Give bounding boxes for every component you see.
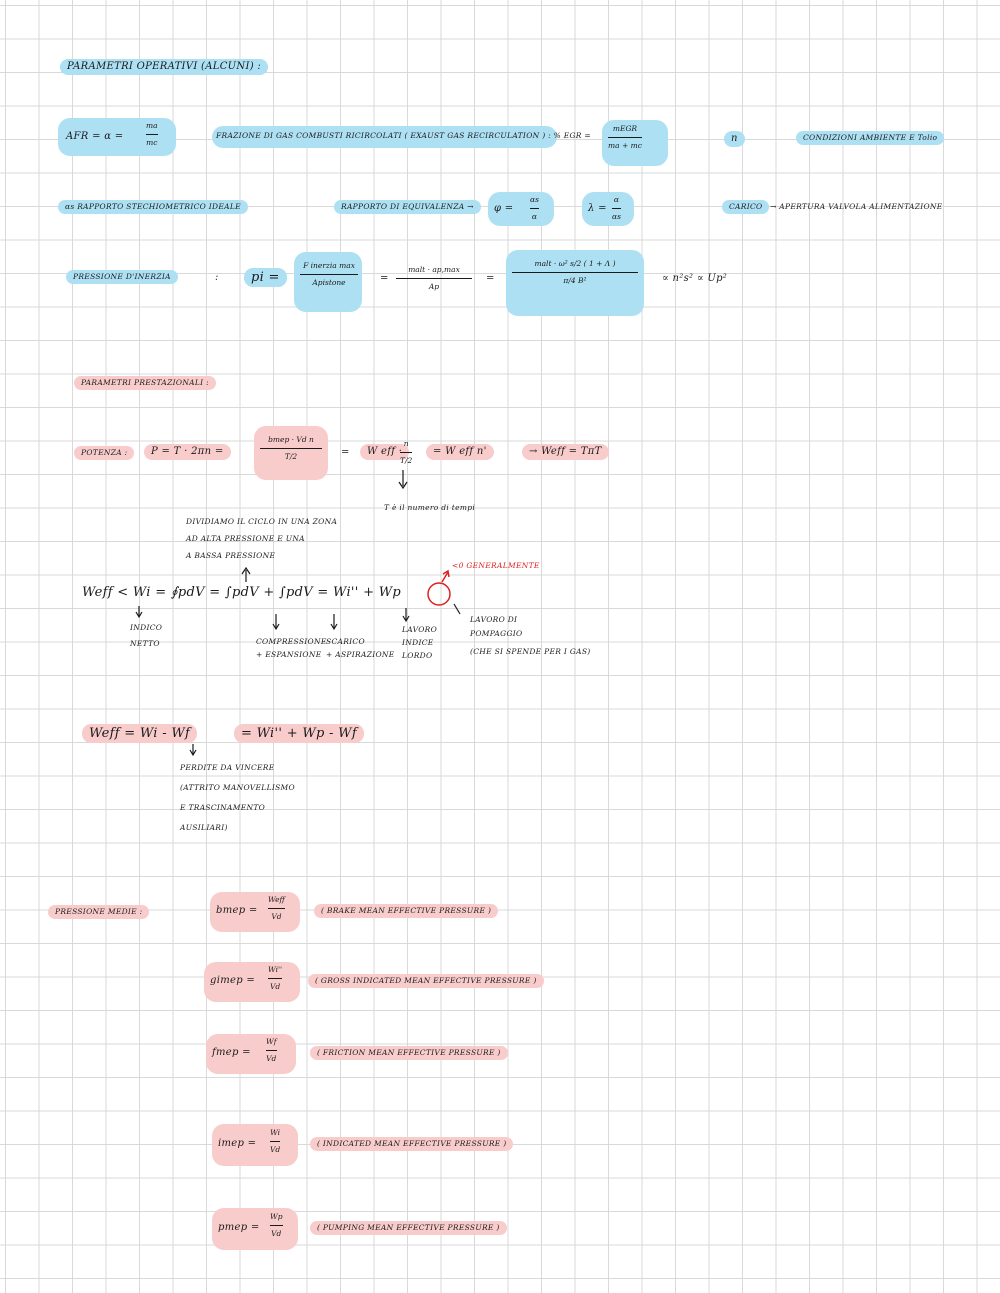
pompaggio-2: POMPAGGIO <box>470 629 523 638</box>
lordo-1: LAVORO <box>402 625 438 634</box>
mep-den: Vd <box>266 1053 277 1063</box>
potenza-eq-1: = <box>341 447 350 458</box>
mep-num: Weff <box>268 895 285 904</box>
inerzia-colon: : <box>215 272 219 283</box>
potenza-f1-den: T/2 <box>284 451 298 461</box>
dividiamo-note-3: A BASSA PRESSIONE <box>186 551 276 560</box>
mep-num: Wf <box>266 1037 277 1046</box>
compressione-1: COMPRESSIONE <box>256 637 327 646</box>
apertura-valvola-text: → APERTURA VALVOLA ALIMENTAZIONE <box>770 202 943 211</box>
phi-num: αs <box>530 195 539 204</box>
weff-equation: Weff = Wi - Wf <box>82 724 197 743</box>
inerzia-f2-den: Ap <box>428 281 440 291</box>
potenza-eq-2: = W eff n' <box>426 444 494 460</box>
mep-lhs: bmep = <box>216 905 258 916</box>
scarico-2: + ASPIRAZIONE <box>326 650 395 659</box>
afr-denominator: mc <box>146 137 158 147</box>
circle-highlight-icon <box>428 583 450 605</box>
potenza-f2-num: n <box>403 439 409 448</box>
pompaggio-1: LAVORO DI <box>470 615 518 624</box>
mep-num: Wi <box>270 1128 281 1137</box>
inerzia-eq-1: = <box>380 273 389 284</box>
section-title-parametri-operativi: PARAMETRI OPERATIVI (ALCUNI) : <box>60 59 268 75</box>
lordo-2: INDICE <box>402 638 434 647</box>
mep-description: ( PUMPING MEAN EFFECTIVE PRESSURE ) <box>310 1221 507 1235</box>
potenza-w-part: W eff · <box>360 444 409 460</box>
lordo-3: LORDO <box>402 651 433 660</box>
mep-lhs: imep = <box>218 1138 257 1149</box>
weff-arrow-formula: → Weff = TπT <box>522 444 609 460</box>
indico-netto-1: INDICO <box>130 623 163 632</box>
inerzia-propto: ∝ n²s² ∝ Up² <box>662 273 728 284</box>
tempi-note: T è il numero di tempi <box>384 503 476 512</box>
potenza-f2-den: T/2 <box>400 455 413 465</box>
scarico-1: SCARICO <box>326 637 365 646</box>
mep-description: ( BRAKE MEAN EFFECTIVE PRESSURE ) <box>314 904 498 918</box>
rapporto-equivalenza: RAPPORTO DI EQUIVALENZA → <box>334 200 481 214</box>
perdite-2: (ATTRITO MANOVELLISMO <box>180 783 295 792</box>
less-than-zero-note: <0 GENERALMENTE <box>452 561 540 570</box>
potenza-f1-num: bmep · Vd n <box>268 435 314 444</box>
lambda-num: α <box>613 195 619 204</box>
potenza-formula: P = T · 2πn = <box>144 444 231 460</box>
mep-num: Wp <box>270 1212 283 1221</box>
phi-lhs: φ = <box>494 203 514 214</box>
dividiamo-note-2: AD ALTA PRESSIONE E UNA <box>186 534 305 543</box>
mep-lhs: gimep = <box>210 975 256 986</box>
lambda-den: αs <box>612 211 621 221</box>
condizioni-text: CONDIZIONI AMBIENTE E Tolio <box>796 131 944 145</box>
mep-description: ( FRICTION MEAN EFFECTIVE PRESSURE ) <box>310 1046 508 1060</box>
mep-den: Vd <box>269 981 281 991</box>
dividiamo-note-1: DIVIDIAMO IL CICLO IN UNA ZONA <box>186 517 338 526</box>
egr-text: FRAZIONE DI GAS COMBUSTI RICIRCOLATI ( EXAUST GAS RECIRCULATION ) : % EGR = <box>216 131 592 140</box>
carico-text: CARICO <box>722 200 769 214</box>
egr-denominator: ma + mc <box>608 140 642 150</box>
pressione-inerzia-label: PRESSIONE D'INERZIA <box>66 270 178 284</box>
alpha-s-definition: αs RAPPORTO STECHIOMETRICO IDEALE <box>58 200 248 214</box>
compressione-2: + ESPANSIONE <box>256 650 322 659</box>
inerzia-f3-den: π/4 B² <box>563 275 587 285</box>
mep-den: Vd <box>271 1228 282 1238</box>
inerzia-f2-num: malt · ap,max <box>408 265 460 274</box>
afr-lhs: AFR = α = <box>66 131 124 142</box>
inerzia-f1-den: Apistone <box>312 277 346 287</box>
inerzia-eq-2: = <box>486 273 495 284</box>
afr-numerator: ma <box>146 121 158 130</box>
lavoro-equation: Weff < Wi = ∮pdV = ∫pdV + ∫pdV = Wi'' + Wp <box>82 585 401 600</box>
section-title-parametri-prestazionali: PARAMETRI PRESTAZIONALI : <box>74 376 216 390</box>
mep-num: Wi'' <box>268 965 283 974</box>
mep-description: ( INDICATED MEAN EFFECTIVE PRESSURE ) <box>310 1137 513 1151</box>
mep-lhs: pmep = <box>218 1222 260 1233</box>
indico-netto-2: NETTO <box>130 639 160 648</box>
pi-lhs: pi = <box>244 268 287 287</box>
lambda-lhs: λ = <box>588 203 607 214</box>
inerzia-f3-num: malt · ω² s/2 ( 1 + Λ ) <box>534 259 616 268</box>
arrow-down-icon <box>454 604 460 614</box>
mep-lhs: fmep = <box>212 1047 251 1058</box>
weff-equation-2: = Wi'' + Wp - Wf <box>234 724 364 743</box>
section-title-pressione-medie: PRESSIONE MEDIE : <box>48 905 149 919</box>
perdite-3: E TRASCINAMENTO <box>180 803 266 812</box>
inerzia-f1-num: F inerzia max <box>303 261 355 270</box>
mep-den: Vd <box>271 911 282 921</box>
mep-description: ( GROSS INDICATED MEAN EFFECTIVE PRESSURE ) <box>308 974 544 988</box>
phi-den: α <box>531 211 537 221</box>
perdite-4: AUSILIARI) <box>180 823 228 832</box>
n-symbol: n <box>724 131 745 147</box>
pompaggio-3: (CHE SI SPENDE PER I GAS) <box>470 647 591 656</box>
perdite-1: PERDITE DA VINCERE <box>180 763 275 772</box>
mep-den: Vd <box>270 1144 281 1154</box>
egr-numerator: mEGR <box>612 124 638 133</box>
potenza-label: POTENZA : <box>74 446 134 460</box>
